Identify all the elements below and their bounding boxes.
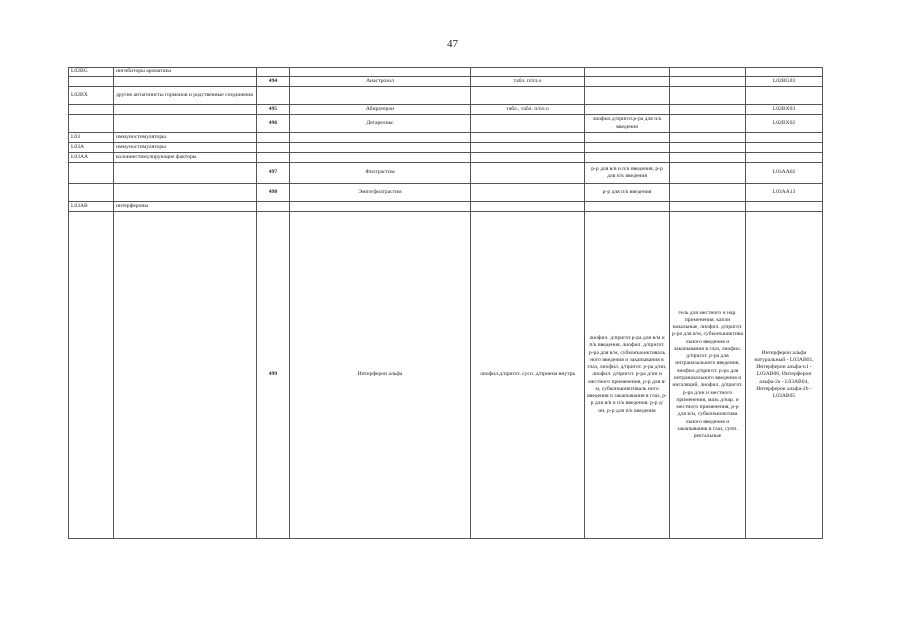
table-row: [69, 143, 823, 153]
atc-group-code: [69, 115, 114, 133]
atc-group-code: [69, 77, 114, 87]
dosage-form-3: [670, 68, 746, 77]
dosage-form-1: [471, 115, 585, 133]
group-name: иммуностимуляторы: [114, 133, 257, 143]
row-number: [257, 202, 290, 212]
table-row: [69, 163, 823, 184]
drug-name: Абиратерон: [290, 105, 471, 115]
dosage-form-3: [670, 87, 746, 105]
row-number: [257, 87, 290, 105]
dosage-form-3: [670, 77, 746, 87]
drug-name: Дегареликс: [290, 115, 471, 133]
row-number: 497: [257, 163, 290, 184]
atc-code: L03AA13: [746, 184, 823, 202]
dosage-form-2: [585, 202, 670, 212]
atc-group-code: L03: [69, 133, 114, 143]
atc-code: L02BX02: [746, 115, 823, 133]
atc-code: [746, 202, 823, 212]
atc-group-code: [69, 163, 114, 184]
dosage-form-2: [585, 68, 670, 77]
dosage-form-1: [471, 184, 585, 202]
dosage-form-3: [670, 115, 746, 133]
dosage-form-1: [471, 202, 585, 212]
atc-code: L03AA02: [746, 163, 823, 184]
drug-name: [290, 68, 471, 77]
row-number: 494: [257, 77, 290, 87]
table-row: [69, 184, 823, 202]
row-number: [257, 143, 290, 153]
row-number: [257, 153, 290, 163]
group-name: [114, 105, 257, 115]
dosage-form-3: [670, 184, 746, 202]
table-row: [69, 87, 823, 105]
drug-name: [290, 143, 471, 153]
drug-table: [68, 67, 823, 539]
atc-code: L02BG03: [746, 77, 823, 87]
dosage-form-1: [471, 163, 585, 184]
group-name: иммуностимуляторы: [114, 143, 257, 153]
row-number: 499: [257, 212, 290, 539]
row-number: 495: [257, 105, 290, 115]
dosage-form-2: лиофил.д/пригот.р-ра для п/к введения: [585, 115, 670, 133]
dosage-form-2: [585, 133, 670, 143]
dosage-form-1: [471, 153, 585, 163]
dosage-form-3: гель для местного и нар. применения, капли назальные, лиофил. д/пригот. р-ра для в/м, субконъюнктива льного введения и закапывания в глаз, лиофил. д/пригот. р-ра для интраназального введения, лиофил.д/пригот. р-ра для интраназального введения и ингаляций, лиофил. д/пригот. р-ра д/ин и местного применения, мазь д/нар. и местного применения, р-р для в/м, субконъюнктива льного введения и закапывания в глаз, супп. ректальные: [670, 212, 746, 539]
atc-group-code: L03AB: [69, 202, 114, 212]
dosage-form-2: лиофил. д/пригот.р-ра для в/м и п/к введения, лиофил. д/пригот. р-ра для в/м, субконъюнктиваль ного введения и закапывания в глаз, лиофил. д/пригот. р-ра д/ин, лиофил. д/пригот. р-ра д/ин и местного применения, р-р для в/м, субконъюнктиваль ного введения и закапывания в глаз, р-р для в/в и п/к введения, р-р д/ин, р-р для п/к введения: [585, 212, 670, 539]
table-row: [69, 212, 823, 539]
atc-group-code: L03AA: [69, 153, 114, 163]
dosage-form-3: [670, 133, 746, 143]
drug-name: [290, 153, 471, 163]
dosage-form-1: табл., табл. п/пл.о: [471, 105, 585, 115]
atc-group-code: [69, 212, 114, 539]
dosage-form-3: [670, 105, 746, 115]
group-name: другие антагонисты гормонов и родственные соединения: [114, 87, 257, 105]
atc-code: [746, 133, 823, 143]
atc-code: L02BX03: [746, 105, 823, 115]
table-row: [69, 68, 823, 77]
dosage-form-3: [670, 153, 746, 163]
table-row: [69, 105, 823, 115]
group-name: интерфероны: [114, 202, 257, 212]
atc-code: [746, 68, 823, 77]
group-name: [114, 212, 257, 539]
row-number: 496: [257, 115, 290, 133]
group-name: колониестимулирующие факторы: [114, 153, 257, 163]
dosage-form-3: [670, 143, 746, 153]
group-name: [114, 163, 257, 184]
row-number: [257, 68, 290, 77]
atc-group-code: L03A: [69, 143, 114, 153]
dosage-form-1: табл. п/пл.о: [471, 77, 585, 87]
atc-code: [746, 153, 823, 163]
drug-name: Интерферон альфа: [290, 212, 471, 539]
row-number: 498: [257, 184, 290, 202]
table-row: [69, 115, 823, 133]
dosage-form-1: [471, 143, 585, 153]
drug-name: Филграстим: [290, 163, 471, 184]
atc-group-code: L02BG: [69, 68, 114, 77]
dosage-form-1: лиофил.д/пригот. сусп. д/приема внутрь: [471, 212, 585, 539]
dosage-form-2: [585, 153, 670, 163]
drug-name: Анастрозол: [290, 77, 471, 87]
table-row: [69, 202, 823, 212]
group-name: [114, 115, 257, 133]
dosage-form-2: р-р для в/в и п/к введения, р-р для п/к введения: [585, 163, 670, 184]
drug-name: [290, 133, 471, 143]
drug-name: [290, 202, 471, 212]
dosage-form-3: [670, 202, 746, 212]
atc-code: [746, 87, 823, 105]
atc-code: [746, 143, 823, 153]
group-name: [114, 77, 257, 87]
dosage-form-1: [471, 68, 585, 77]
atc-code: Интерферон альфа натуральный - L03AB01, Интерферон альфа-n1 - L03AB06, Интерферон альфа-2a - L03AB04, Интерферон альфа-2b - L03AB05: [746, 212, 823, 539]
page-number: 47: [447, 38, 458, 50]
dosage-form-1: [471, 133, 585, 143]
drug-name: [290, 87, 471, 105]
dosage-form-2: [585, 87, 670, 105]
dosage-form-2: р-р для п/к введения: [585, 184, 670, 202]
table-row: [69, 133, 823, 143]
drug-name: Эмпэгфилграстим: [290, 184, 471, 202]
table-row: [69, 77, 823, 87]
group-name: ингибиторы ароматазы: [114, 68, 257, 77]
dosage-form-2: [585, 143, 670, 153]
group-name: [114, 184, 257, 202]
table-row: [69, 153, 823, 163]
dosage-form-3: [670, 163, 746, 184]
atc-group-code: [69, 184, 114, 202]
dosage-form-2: [585, 77, 670, 87]
dosage-form-2: [585, 105, 670, 115]
row-number: [257, 133, 290, 143]
atc-group-code: [69, 105, 114, 115]
dosage-form-1: [471, 87, 585, 105]
atc-group-code: L02BX: [69, 87, 114, 105]
